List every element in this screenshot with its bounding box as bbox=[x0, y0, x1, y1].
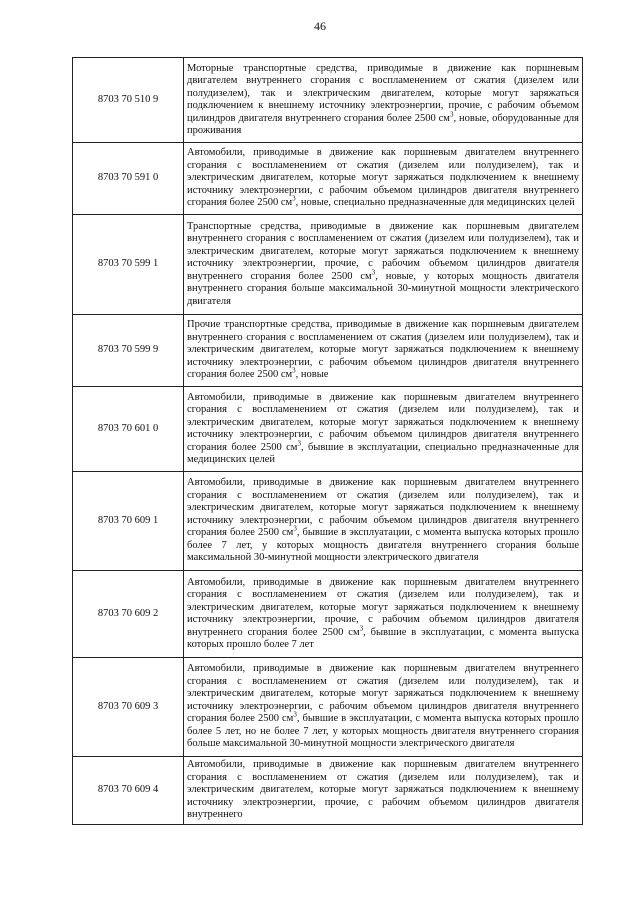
description-text: Моторные транспортные средства, приводимые в движение как поршневым двигателем внутреннего сгорания с воспламенением от сжатия (дизелем или полудизелем), так и электрическим двигателем, которые могут заряжаться подключением к внешнему источнику электроэнергии, прочие, с рабочим объемом цилиндров двигателя внутреннего сгорания более 2500 см bbox=[187, 62, 579, 124]
table-row bbox=[73, 658, 583, 757]
description-text: Прочие транспортные средства, приводимые в движение как поршневым двигателем внутреннего сгорания с воспламенением от сжатия (дизелем или полудизелем), так и электрическим двигателем, которые могут заряжаться подключением к внешнему источнику электроэнергии, с рабочим объемом цилиндров двигателя внутреннего сгорания более 2500 см bbox=[187, 319, 579, 381]
superscript: 3 bbox=[292, 194, 296, 203]
page-number: 46 bbox=[314, 19, 326, 33]
code-cell: 8703 70 591 0 bbox=[73, 143, 184, 215]
description-cell bbox=[184, 757, 583, 825]
table-row bbox=[73, 315, 583, 387]
description-text-tail: , новые bbox=[295, 369, 329, 381]
code-cell: 8703 70 609 2 bbox=[73, 571, 184, 658]
description-text-tail: , новые, оборудованные для проживания bbox=[187, 112, 579, 136]
code-cell: 8703 70 599 1 bbox=[73, 215, 184, 315]
code-cell: 8703 70 601 0 bbox=[73, 387, 184, 472]
description-cell bbox=[184, 658, 583, 757]
description-text: Автомобили, приводимые в движение как поршневым двигателем внутреннего сгорания с воспламенением от сжатия (дизелем или полудизелем), так и электрическим двигателем, которые могут заряжаться подключением к внешнему источнику электроэнергии, с рабочим объемом цилиндров двигателя внутреннего сгорания более 2500 см bbox=[187, 391, 579, 453]
code-cell: 8703 70 510 9 bbox=[73, 58, 184, 143]
description-cell bbox=[184, 143, 583, 215]
table-row bbox=[73, 571, 583, 658]
table-row bbox=[73, 215, 583, 315]
superscript: 3 bbox=[371, 268, 376, 277]
table-row bbox=[73, 472, 583, 571]
description-cell bbox=[184, 215, 583, 315]
description-text-tail: , бывшие в эксплуатации, с момента выпуска которых прошло более 7 лет, у которых мощность двигателя внутреннего сгорания больше максимальной 30-минутной мощности электрического двигателя bbox=[187, 527, 579, 564]
description-text-tail: , новые, специально предназначенные для медицинских целей bbox=[295, 197, 575, 209]
description-text-tail: , бывшие в эксплуатации, специально предназначенные для медицинских целей bbox=[187, 441, 579, 465]
superscript: 3 bbox=[449, 110, 454, 118]
superscript: 3 bbox=[292, 366, 296, 375]
description-cell bbox=[184, 315, 583, 387]
table-row bbox=[73, 143, 583, 215]
code-cell: 8703 70 599 9 bbox=[73, 315, 184, 387]
description-text-tail: , бывшие в эксплуатации, с момента выпуска которых прошло более 7 лет bbox=[187, 626, 579, 650]
description-text-tail: , новые, у которых мощность двигателя внутреннего сгорания больше максимальной 30-минутной мощности электрического двигателя bbox=[187, 270, 580, 307]
superscript: 3 bbox=[293, 524, 297, 533]
description-text-tail: , бывшие в эксплуатации, с момента выпуска которых прошло более 5 лет, но не более 7 лет, у которых мощность двигателя внутреннего сгорания больше максимальной 30-минутной мощности электрического двигателя bbox=[187, 713, 579, 750]
description-text: Автомобили, приводимые в движение как поршневым двигателем внутреннего сгорания с воспламенением от сжатия (дизелем или полудизелем), так и электрическим двигателем, которые могут заряжаться подключением к внешнему источнику электроэнергии, прочие, с рабочим объемом цилиндров двигателя внутреннего сгорания более 2500 см bbox=[187, 576, 579, 638]
description-text: Автомобили, приводимые в движение как поршневым двигателем внутреннего сгорания с воспламенением от сжатия (дизелем или полудизелем), так и электрическим двигателем, которые могут заряжаться подключением к внешнему источнику электроэнергии, прочие, с рабочим объемом цилиндров двигателя внутреннего bbox=[187, 759, 579, 820]
description-text: Автомобили, приводимые в движение как поршневым двигателем внутреннего сгорания с воспламенением от сжатия (дизелем или полудизелем), так и электрическим двигателем, которые могут заряжаться подключением к внешнему источнику электроэнергии, с рабочим объемом цилиндров двигателя внутреннего сгорания более 2500 см bbox=[187, 663, 579, 725]
table-row bbox=[73, 58, 583, 143]
table-row bbox=[73, 387, 583, 472]
table-row bbox=[73, 757, 583, 825]
code-cell: 8703 70 609 1 bbox=[73, 472, 184, 571]
description-cell bbox=[184, 472, 583, 571]
description-text: Автомобили, приводимые в движение как поршневым двигателем внутреннего сгорания с воспламенением от сжатия (дизелем или полудизелем), так и электрическим двигателем, которые могут заряжаться подключением к внешнему источнику электроэнергии, с рабочим объемом цилиндров двигателя внутреннего сгорания более 2500 см bbox=[187, 147, 579, 209]
description-cell bbox=[184, 387, 583, 472]
description-text: Автомобили, приводимые в движение как поршневым двигателем внутреннего сгорания с воспламенением от сжатия (дизелем или полудизелем), так и электрическим двигателем, которые могут заряжаться подключением к внешнему источнику электроэнергии, с рабочим объемом цилиндров двигателя внутреннего сгорания более 2500 см bbox=[187, 477, 579, 539]
description-text: Транспортные средства, приводимые в движение как поршневым двигателем внутреннего сгорания с воспламенением от сжатия (дизелем или полудизелем), так и электрическим двигателем, которые могут заряжаться подключением к внешнему источнику электроэнергии, прочие, с рабочим объемом цилиндров двигателя внутреннего сгорания более 2500 см bbox=[187, 220, 579, 282]
description-cell bbox=[184, 58, 583, 143]
superscript: 3 bbox=[293, 710, 297, 719]
code-cell: 8703 70 609 3 bbox=[73, 658, 184, 757]
tariff-code-table bbox=[72, 57, 583, 825]
description-cell bbox=[184, 571, 583, 658]
superscript: 3 bbox=[297, 439, 301, 447]
code-cell: 8703 70 609 4 bbox=[73, 757, 184, 825]
superscript: 3 bbox=[359, 624, 364, 632]
